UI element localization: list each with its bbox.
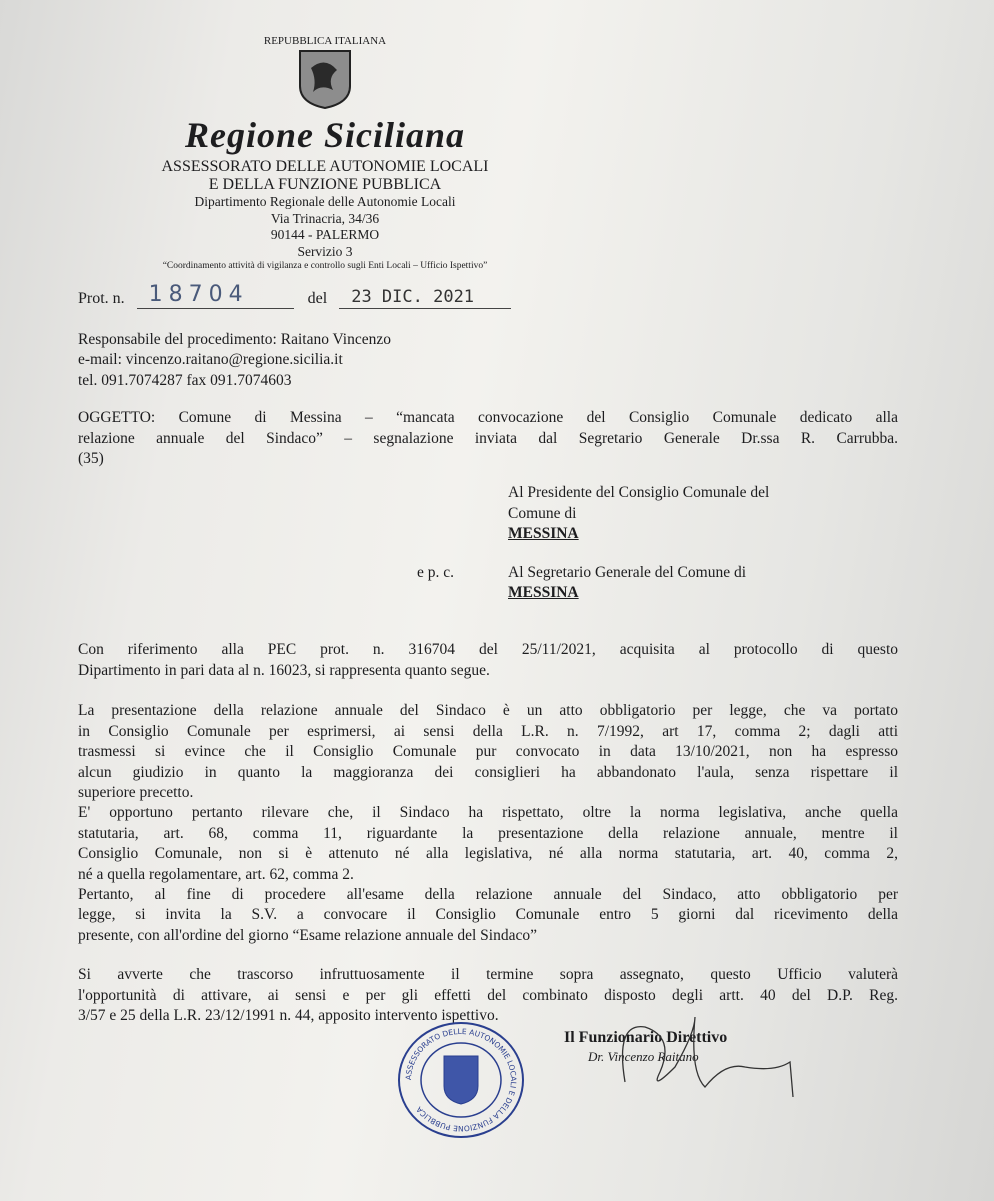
cc-block: [508, 563, 746, 604]
body-line: superiore precetto.: [78, 783, 194, 801]
body-line: né a quella regolamentare, art. 62, comma 2.: [78, 865, 354, 883]
body-line: l'opportunità di attivare, ai sensi e per gli effetti del combinato disposto degli artt. 40 del D.P. Reg.: [78, 986, 898, 1004]
paragraph-1: [78, 640, 898, 681]
official-stamp-icon: [396, 1020, 526, 1140]
cc-row: [78, 563, 898, 604]
body-line: 3/57 e 25 della L.R. 23/12/1991 n. 44, apposito intervento ispettivo.: [78, 1006, 499, 1024]
paragraph-2: [78, 701, 898, 946]
service-description: “Coordinamento attività di vigilanza e controllo sugli Enti Locali – Ufficio Ispettivo”: [162, 261, 488, 271]
body-line: Con riferimento alla PEC prot. n. 316704 del 25/11/2021, acquisita al protocollo di questo: [78, 641, 898, 659]
city: 90144 - PALERMO: [270, 227, 380, 242]
body-line: presente, con all'ordine del giorno “Esame relazione annuale del Sindaco”: [78, 926, 537, 944]
department: Dipartimento Regionale delle Autonomie Locali: [194, 194, 456, 209]
body-line: trasmessi si evince che il Consiglio Comunale pur convocato in data 13/10/2021, non ha espresso: [78, 743, 898, 761]
protocol-row: [78, 282, 511, 309]
body-line: alcun giudizio in quanto la maggioranza dei consiglieri ha abbandonato l'aula, senza rispettare il: [78, 763, 898, 781]
body-line: statutaria, art. 68, comma 11, riguardante la presentazione della relazione annuale, mentre il: [78, 824, 898, 842]
body-line: La presentazione della relazione annuale del Sindaco è un atto obbligatorio per legge, che va portato: [78, 702, 898, 720]
phone-fax: tel. 091.7074287 fax 091.7074603: [78, 371, 292, 389]
cc-line: Al Segretario Generale del Comune di: [508, 563, 747, 581]
sicily-coat-of-arms-icon: [297, 48, 353, 110]
cc-label: e p. c.: [417, 563, 455, 581]
protocol-label: Prot. n.: [78, 290, 125, 307]
body-line: E' opportuno pertanto rilevare che, il Sindaco ha rispettato, oltre la norma legislativa, anche quella: [78, 804, 898, 822]
date-label: del: [307, 290, 328, 307]
body-line: in Consiglio Comunale per esprimersi, ai sensi della L.R. n. 7/1992, art 17, comma 2; dagli atti: [78, 722, 898, 740]
cc-label-wrap: [417, 563, 508, 604]
recipient-block: [508, 483, 898, 544]
assessorato-line-2: E DELLA FUNZIONE PUBBLICA: [208, 176, 442, 193]
responsible-person: Responsabile del procedimento: Raitano Vincenzo: [78, 331, 392, 348]
body-line: Consiglio Comunale, non si è attenuto né alla legislativa, né alla norma statutaria, art. 40, comma 2,: [78, 845, 898, 863]
protocol-date: 23 DIC. 2021: [339, 287, 511, 309]
contact-block: [78, 330, 898, 391]
recipient-line: Al Presidente del Consiglio Comunale del: [508, 484, 770, 502]
body-line: legge, si invita la S.V. a convocare il Consiglio Comunale entro 5 giorni dal ricevimento della: [78, 906, 898, 924]
subject: [78, 408, 898, 469]
body-line: Dipartimento in pari data al n. 16023, si rappresenta quanto segue.: [78, 661, 490, 679]
letter-body: [78, 330, 898, 1145]
signature-block: [564, 1028, 727, 1145]
letterhead: [60, 34, 590, 272]
subject-line: (35): [78, 450, 104, 468]
coat-of-arms-container: [60, 48, 590, 112]
subject-line: relazione annuale del Sindaco” – segnalazione inviata dal Segretario Generale Dr.ssa R. Carrubba.: [78, 429, 898, 447]
country-heading: REPUBBLICA ITALIANA: [263, 35, 387, 47]
email: e-mail: vincenzo.raitano@regione.sicilia.it: [78, 351, 343, 369]
subject-line: OGGETTO: Comune di Messina – “mancata convocazione del Consiglio Comunale dedicato alla: [78, 409, 898, 427]
service: Servizio 3: [297, 243, 353, 259]
cc-city: MESSINA: [508, 584, 579, 602]
stamp-text: ASSESSORATO DELLE AUTONOMIE LOCALI E DELLA FUNZIONE PUBBLICA: [403, 1027, 519, 1134]
protocol-number: 18704: [137, 282, 294, 309]
address: Via Trinacria, 34/36: [270, 210, 380, 226]
assessorato-line-1: ASSESSORATO DELLE AUTONOMIE LOCALI: [161, 158, 489, 175]
signature-title: Il Funzionario Direttivo: [564, 1029, 728, 1047]
region-title: Regione Siciliana: [184, 115, 466, 155]
recipient-city: MESSINA: [508, 525, 579, 543]
body-line: Pertanto, al fine di procedere all'esame della relazione annuale del Sindaco, atto obbligatorio per: [78, 885, 898, 903]
recipient-line: Comune di: [508, 504, 577, 522]
body-line: Si avverte che trascorso infruttuosamente il termine sopra assegnato, questo Ufficio valuterà: [78, 966, 898, 984]
handwritten-signature-icon: [575, 1012, 805, 1102]
signature-row: [78, 1028, 898, 1145]
signatory-name: Dr. Vincenzo Raitano: [588, 1049, 699, 1065]
